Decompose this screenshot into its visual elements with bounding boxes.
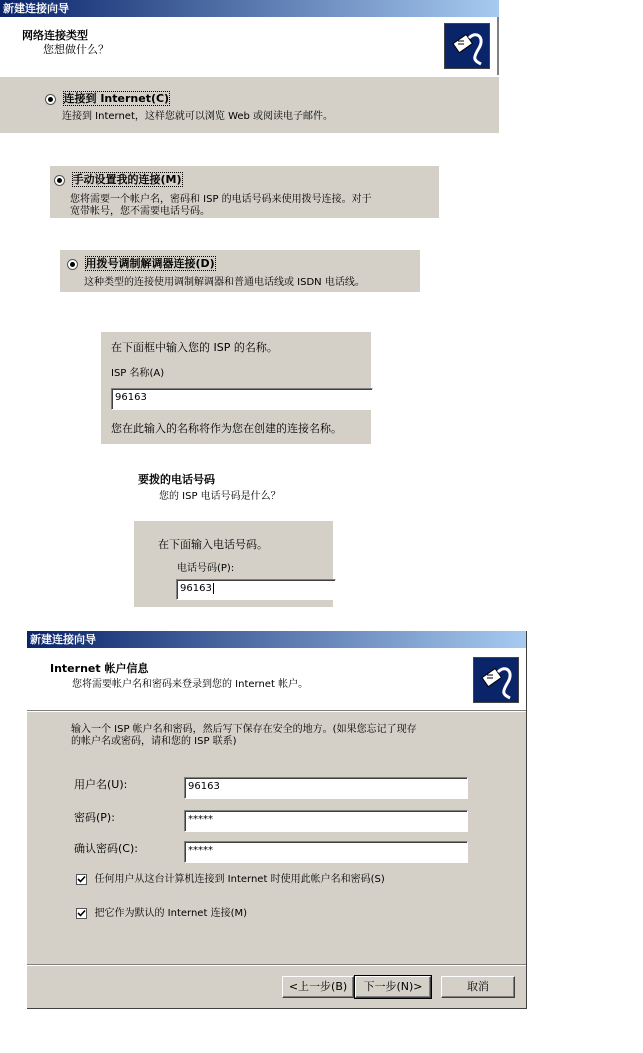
default-connection-label: 把它作为默认的 Internet 连接(M) (94, 908, 247, 919)
manual-option-panel (50, 166, 439, 218)
wizard-bottom-titlebar[interactable]: 新建连接向导 (27, 631, 526, 648)
dialup-option-panel (60, 250, 420, 292)
default-connection-option[interactable] (76, 904, 247, 919)
phone-field-label: 电话号码(P): (177, 563, 235, 574)
network-cable-icon (473, 657, 519, 703)
phone-header-subtitle: 您的 ISP 电话号码是什么？ (159, 491, 281, 502)
checkbox-checked-icon[interactable] (76, 874, 87, 885)
intro-line-2: 的帐户名或密码，请和您的 ISP 联系) (71, 736, 237, 747)
confirm-password-input[interactable]: ***** (184, 841, 468, 863)
password-input[interactable]: ***** (184, 810, 468, 832)
username-label: 用户名(U): (74, 778, 128, 791)
dialup-option-desc: 这种类型的连接使用调制解调器和普通电话线或 ISDN 电话线。 (84, 277, 365, 288)
intro-line-1: 输入一个 ISP 帐户名和密码，然后写下保存在安全的地方。(如果您忘记了现存 (71, 724, 417, 735)
isp-instruction: 在下面框中输入您的 ISP 的名称。 (111, 341, 278, 354)
connect-internet-option[interactable] (45, 90, 169, 106)
phone-number-input[interactable] (176, 579, 336, 600)
manual-option-desc-2: 宽带帐号，您不需要电话号码。 (70, 206, 210, 217)
phone-number-value: 96163 (180, 583, 212, 594)
wizard-bottom (27, 631, 527, 1009)
radio-selected-icon[interactable] (67, 259, 78, 270)
shared-credentials-option[interactable] (76, 870, 385, 885)
wizard-top-body (0, 77, 499, 133)
manual-option[interactable] (54, 171, 182, 187)
wizard-top (0, 0, 499, 133)
cancel-button[interactable]: 取消 (441, 976, 515, 998)
connect-internet-desc: 连接到 Internet，这样您就可以浏览 Web 或阅读电子邮件。 (62, 111, 334, 122)
phone-header-title: 要拨的电话号码 (138, 473, 215, 486)
wizard-bottom-header (27, 648, 526, 710)
checkbox-checked-icon[interactable] (76, 908, 87, 919)
header-title: 网络连接类型 (22, 29, 88, 42)
wizard-top-header (0, 17, 499, 75)
isp-note: 您在此输入的名称将作为您在创建的连接名称。 (111, 422, 342, 435)
isp-field-label: ISP 名称(A) (111, 368, 165, 379)
dialup-option[interactable] (67, 255, 215, 271)
phone-panel (134, 521, 333, 607)
wizard-top-titlebar[interactable]: 新建连接向导 (0, 0, 499, 17)
isp-name-input[interactable]: 96163 (111, 388, 373, 410)
network-cable-icon (444, 23, 490, 69)
password-label: 密码(P): (74, 811, 115, 824)
phone-instruction: 在下面输入电话号码。 (158, 538, 268, 551)
manual-option-desc-1: 您将需要一个帐户名，密码和 ISP 的电话号码来使用拨号连接。对于 (70, 194, 372, 205)
next-button[interactable]: 下一步(N)> (355, 976, 431, 998)
header-subtitle: 您将需要帐户名和密码来登录到您的 Internet 帐户。 (72, 679, 309, 690)
footer-separator (27, 964, 526, 966)
header-subtitle: 您想做什么？ (43, 43, 109, 56)
radio-selected-icon[interactable] (45, 94, 56, 105)
dialup-option-label: 用拨号调制解调器连接(D) (85, 257, 215, 270)
shared-credentials-label: 任何用户从这台计算机连接到 Internet 时使用此帐户名和密码(S) (94, 874, 385, 885)
connect-internet-label: 连接到 Internet(C) (63, 92, 170, 105)
text-cursor (213, 583, 214, 594)
confirm-password-label: 确认密码(C): (74, 842, 138, 855)
back-button[interactable]: <上一步(B) (282, 976, 354, 998)
radio-selected-icon[interactable] (54, 175, 65, 186)
manual-option-label: 手动设置我的连接(M) (72, 173, 182, 186)
isp-name-panel (101, 332, 371, 444)
header-title: Internet 帐户信息 (50, 662, 149, 675)
username-input[interactable]: 96163 (184, 777, 468, 799)
header-separator (27, 710, 526, 712)
